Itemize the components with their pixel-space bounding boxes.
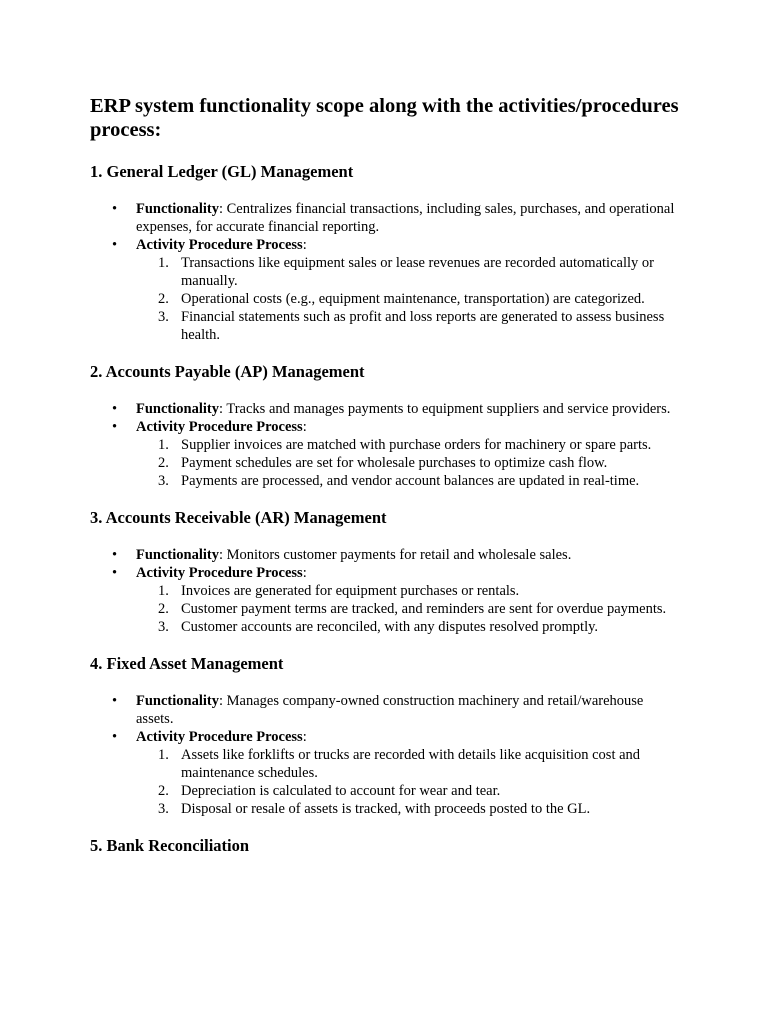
- activity-steps: [136, 746, 678, 818]
- activity-suffix: :: [302, 565, 307, 581]
- activity-item: [136, 418, 678, 490]
- step-number: 3.: [158, 619, 169, 635]
- step-text: Supplier invoices are matched with purchase orders for machinery or spare parts.: [181, 437, 652, 453]
- functionality-label: Functionality: [136, 547, 219, 563]
- step-number: 1.: [158, 255, 169, 271]
- step-number: 1.: [158, 583, 169, 599]
- step-item: [158, 454, 678, 472]
- functionality-item: [136, 400, 678, 418]
- step-number: 2.: [158, 601, 169, 617]
- step-text: Invoices are generated for equipment purchases or rentals.: [181, 583, 520, 599]
- functionality-item: [136, 692, 678, 728]
- step-number: 2.: [158, 783, 169, 799]
- activity-suffix: :: [302, 237, 307, 253]
- step-item: [158, 600, 678, 618]
- step-item: [158, 782, 678, 800]
- step-number: 1.: [158, 437, 169, 453]
- step-item: [158, 308, 678, 344]
- step-item: [158, 618, 678, 636]
- step-text: Customer accounts are reconciled, with any disputes resolved promptly.: [181, 619, 599, 635]
- step-text: Customer payment terms are tracked, and reminders are sent for overdue payments.: [181, 601, 667, 617]
- step-number: 2.: [158, 455, 169, 471]
- step-number: 2.: [158, 291, 169, 307]
- functionality-text: : Monitors customer payments for retail and wholesale sales.: [218, 547, 572, 563]
- activity-label: Activity Procedure Process: [136, 729, 303, 745]
- step-item: [158, 254, 678, 290]
- section-heading-general-ledger: 1. General Ledger (GL) Management: [90, 162, 354, 181]
- activity-item: [136, 236, 678, 344]
- step-item: [158, 582, 678, 600]
- functionality-text: : Centralizes financial transactions, including sales, purchases, and operational expenses, for accurate financial reporting.: [136, 201, 675, 235]
- activity-label: Activity Procedure Process: [136, 565, 303, 581]
- activity-suffix: :: [302, 419, 307, 435]
- functionality-item: [136, 200, 678, 236]
- section-list-accounts-payable: [90, 400, 678, 490]
- step-item: [158, 472, 678, 490]
- activity-item: [136, 564, 678, 636]
- functionality-item: [136, 546, 678, 564]
- activity-item: [136, 728, 678, 818]
- section-list-general-ledger: [90, 200, 678, 344]
- step-text: Payment schedules are set for wholesale purchases to optimize cash flow.: [181, 455, 608, 471]
- activity-label: Activity Procedure Process: [136, 237, 303, 253]
- document-title: ERP system functionality scope along with the activities/procedures process:: [90, 95, 679, 141]
- step-text: Depreciation is calculated to account for wear and tear.: [181, 783, 501, 799]
- section-list-fixed-asset: [90, 692, 678, 818]
- functionality-label: Functionality: [136, 201, 219, 217]
- activity-steps: [136, 436, 678, 490]
- step-item: [158, 290, 678, 308]
- step-text: Transactions like equipment sales or lease revenues are recorded automatically or manually.: [181, 255, 654, 289]
- step-number: 1.: [158, 747, 169, 763]
- step-number: 3.: [158, 309, 169, 325]
- step-item: [158, 436, 678, 454]
- step-text: Disposal or resale of assets is tracked, with proceeds posted to the GL.: [181, 801, 591, 817]
- functionality-text: : Manages company-owned construction machinery and retail/warehouse assets.: [136, 693, 644, 727]
- step-number: 3.: [158, 473, 169, 489]
- section-heading-bank-reconciliation: 5. Bank Reconciliation: [90, 836, 250, 855]
- step-text: Operational costs (e.g., equipment maintenance, transportation) are categorized.: [181, 291, 645, 307]
- section-heading-accounts-receivable: 3. Accounts Receivable (AR) Management: [90, 508, 387, 527]
- section-list-accounts-receivable: [90, 546, 678, 636]
- section-heading-fixed-asset: 4. Fixed Asset Management: [90, 654, 284, 673]
- step-text: Assets like forklifts or trucks are recorded with details like acquisition cost and maintenance schedules.: [181, 747, 641, 781]
- functionality-label: Functionality: [136, 401, 219, 417]
- step-number: 3.: [158, 801, 169, 817]
- step-text: Payments are processed, and vendor account balances are updated in real-time.: [181, 473, 640, 489]
- activity-suffix: :: [302, 729, 307, 745]
- activity-label: Activity Procedure Process: [136, 419, 303, 435]
- functionality-label: Functionality: [136, 693, 219, 709]
- section-heading-accounts-payable: 2. Accounts Payable (AP) Management: [90, 362, 365, 381]
- activity-steps: [136, 254, 678, 344]
- activity-steps: [136, 582, 678, 636]
- step-item: [158, 800, 678, 818]
- functionality-text: : Tracks and manages payments to equipment suppliers and service providers.: [218, 401, 671, 417]
- step-item: [158, 746, 678, 782]
- step-text: Financial statements such as profit and loss reports are generated to assess business health.: [181, 309, 665, 343]
